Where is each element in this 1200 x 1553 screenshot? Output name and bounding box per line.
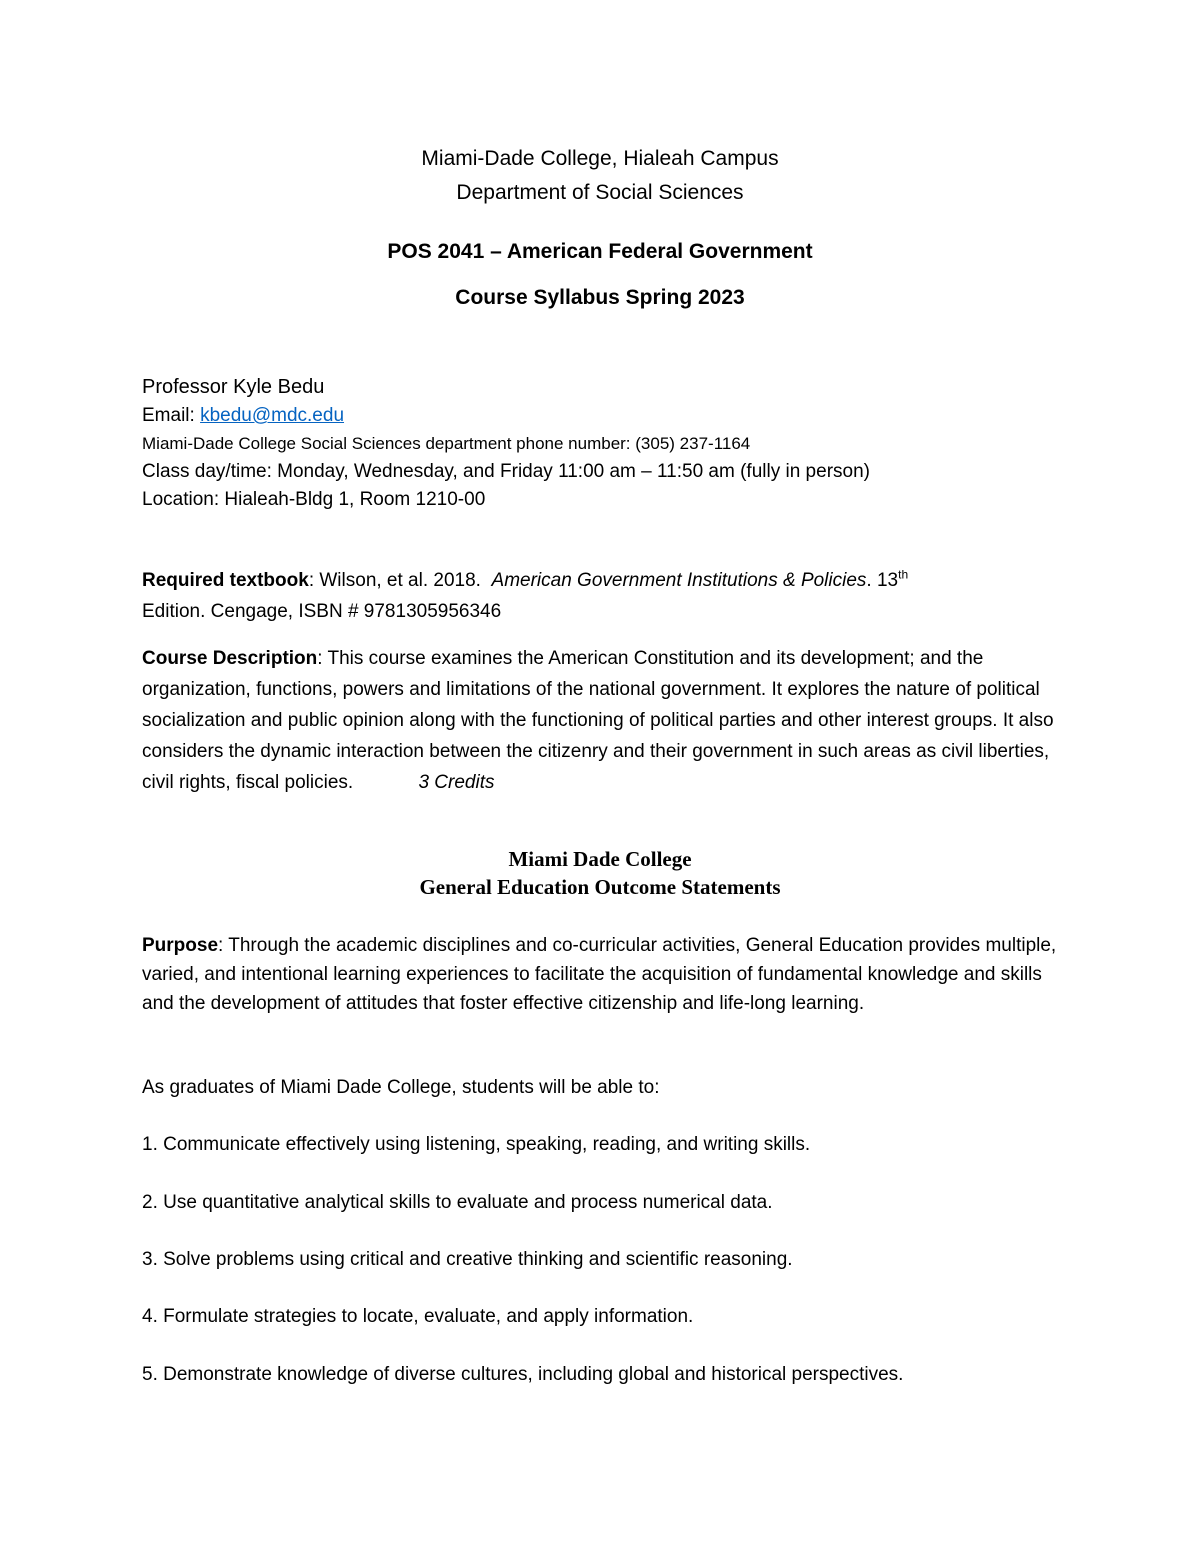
gen-ed-heading-1: Miami Dade College (508, 847, 692, 871)
college-name: Miami-Dade College, Hialeah Campus (421, 147, 779, 170)
location: Location: Hialeah-Bldg 1, Room 1210-00 (142, 489, 486, 510)
textbook-title: American Government Institutions & Policies (491, 570, 867, 591)
purpose-paragraph (142, 931, 1062, 1018)
description-label: Course Description (142, 648, 318, 669)
textbook-edition-num: . 13 (866, 570, 899, 591)
syllabus-title: Course Syllabus Spring 2023 (455, 286, 745, 309)
outcome-item: 2. Use quantitative analytical skills to evaluate and process numerical data. (142, 1192, 773, 1213)
email-line (142, 405, 1062, 427)
gen-ed-heading-2: General Education Outcome Statements (419, 875, 781, 899)
textbook-paragraph (142, 565, 1062, 627)
outcome-item: 4. Formulate strategies to locate, evaluate, and apply information. (142, 1306, 694, 1327)
course-title: POS 2041 – American Federal Government (387, 240, 813, 263)
email-link[interactable]: kbedu@mdc.edu (200, 405, 345, 426)
outcome-item: 3. Solve problems using critical and creative thinking and scientific reasoning. (142, 1249, 793, 1270)
textbook-author: : Wilson, et al. 2018. (308, 570, 481, 591)
textbook-edition: Edition. Cengage, ISBN # 9781305956346 (142, 601, 502, 622)
outcomes-intro: As graduates of Miami Dade College, students will be able to: (142, 1077, 660, 1098)
credits: 3 Credits (418, 772, 495, 793)
purpose-label: Purpose (142, 935, 219, 956)
textbook-edition-sup: th (898, 567, 909, 582)
purpose-text: : Through the academic disciplines and co-curricular activities, General Education provides multiple, varied, and intentional learning experiences to facilitate the acquisition of fundamental knowledge and skills and the development of attitudes that foster effective citizenship and life-long learning. (142, 935, 1057, 1014)
outcome-item: 5. Demonstrate knowledge of diverse cultures, including global and historical perspectives. (142, 1364, 904, 1385)
email-label: Email: (142, 405, 195, 426)
course-description (142, 643, 1062, 798)
class-time: Class day/time: Monday, Wednesday, and Friday 11:00 am – 11:50 am (fully in person) (142, 461, 870, 482)
description-text: : This course examines the American Constitution and its development; and the organization, functions, powers and limitations of the national government. It explores the nature of political socialization and public opinion along with the functioning of political parties and other interest groups. It also considers the dynamic interaction between the citizenry and their government in such areas as civil liberties, civil rights, fiscal policies. (142, 648, 1054, 793)
department-name: Department of Social Sciences (456, 181, 744, 204)
textbook-label: Required textbook (142, 570, 309, 591)
outcome-item: 1. Communicate effectively using listening, speaking, reading, and writing skills. (142, 1134, 811, 1155)
phone-line: Miami-Dade College Social Sciences department phone number: (305) 237-1164 (142, 434, 751, 453)
professor-name: Professor Kyle Bedu (142, 376, 325, 398)
